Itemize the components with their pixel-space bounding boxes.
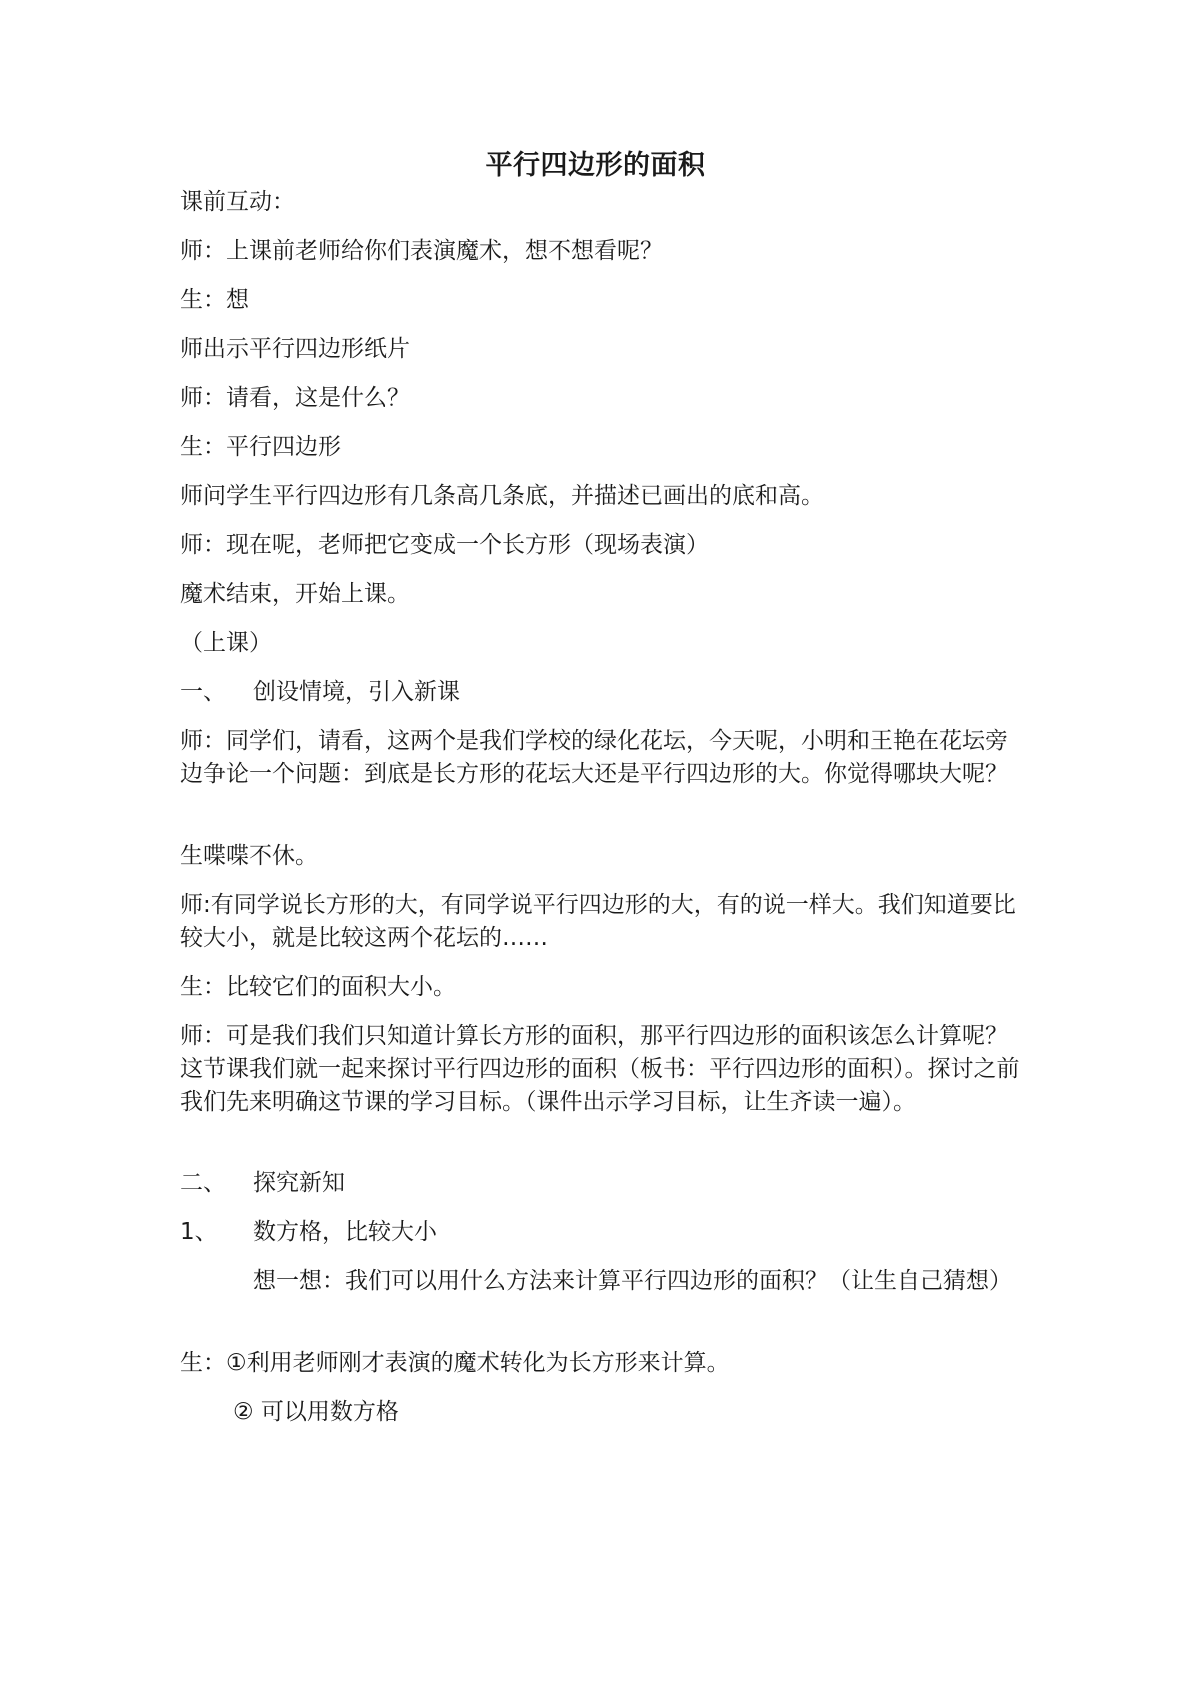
subsection-label: 数方格，比较大小	[253, 1219, 437, 1245]
text-line: 课前互动：	[180, 189, 295, 215]
text-line: 师出示平行四边形纸片	[180, 336, 410, 362]
paragraph: 生：①利用老师刚才表演的魔术转化为长方形来计算。	[180, 1350, 730, 1376]
paragraph: 师:有同学说长方形的大，有同学说平行四边形的大，有的说一样大。我们知道要比较大小，就是比较这两个花坛的……	[180, 892, 1016, 951]
paragraph: ② 可以用数方格	[233, 1399, 399, 1425]
paragraph: 生：比较它们的面积大小。	[180, 974, 456, 1000]
document-title: 平行四边形的面积	[485, 150, 706, 181]
section-number: 一、	[180, 679, 226, 705]
subsection-number: 1、	[180, 1219, 218, 1245]
paragraph: 想一想：我们可以用什么方法来计算平行四边形的面积？（让生自己猜想）	[253, 1268, 1012, 1294]
text-line: 师问学生平行四边形有几条高几条底，并描述已画出的底和高。	[180, 483, 824, 509]
paragraph: 师：同学们，请看，这两个是我们学校的绿化花坛，今天呢，小明和王艳在花坛旁边争论一个问题：到底是长方形的花坛大还是平行四边形的大。你觉得哪块大呢？	[180, 728, 1008, 787]
paragraph: 师：可是我们我们只知道计算长方形的面积，那平行四边形的面积该怎么计算呢？这节课我们就一起来探讨平行四边形的面积（板书：平行四边形的面积）。探讨之前我们先来明确这节课的学习目标。（课件出示学习目标，让生齐读一遍）。	[180, 1023, 1020, 1115]
section-label: 探究新知	[253, 1170, 345, 1196]
text-line: 魔术结束，开始上课。	[180, 581, 410, 607]
paragraph: 生喋喋不休。	[180, 843, 318, 869]
text-line: 生：想	[180, 287, 249, 313]
text-line: 生：平行四边形	[180, 434, 341, 460]
section-label: 创设情境，引入新课	[253, 679, 460, 705]
section-number: 二、	[180, 1170, 226, 1196]
text-line: 师：请看，这是什么？	[180, 385, 410, 411]
section-heading	[180, 1167, 345, 1200]
subsection-heading	[180, 1216, 437, 1249]
text-line: 师：上课前老师给你们表演魔术，想不想看呢？	[180, 238, 663, 264]
text-line: 师：现在呢，老师把它变成一个长方形（现场表演）	[180, 532, 709, 558]
section-heading	[180, 676, 460, 709]
text-line: （上课）	[180, 630, 272, 656]
